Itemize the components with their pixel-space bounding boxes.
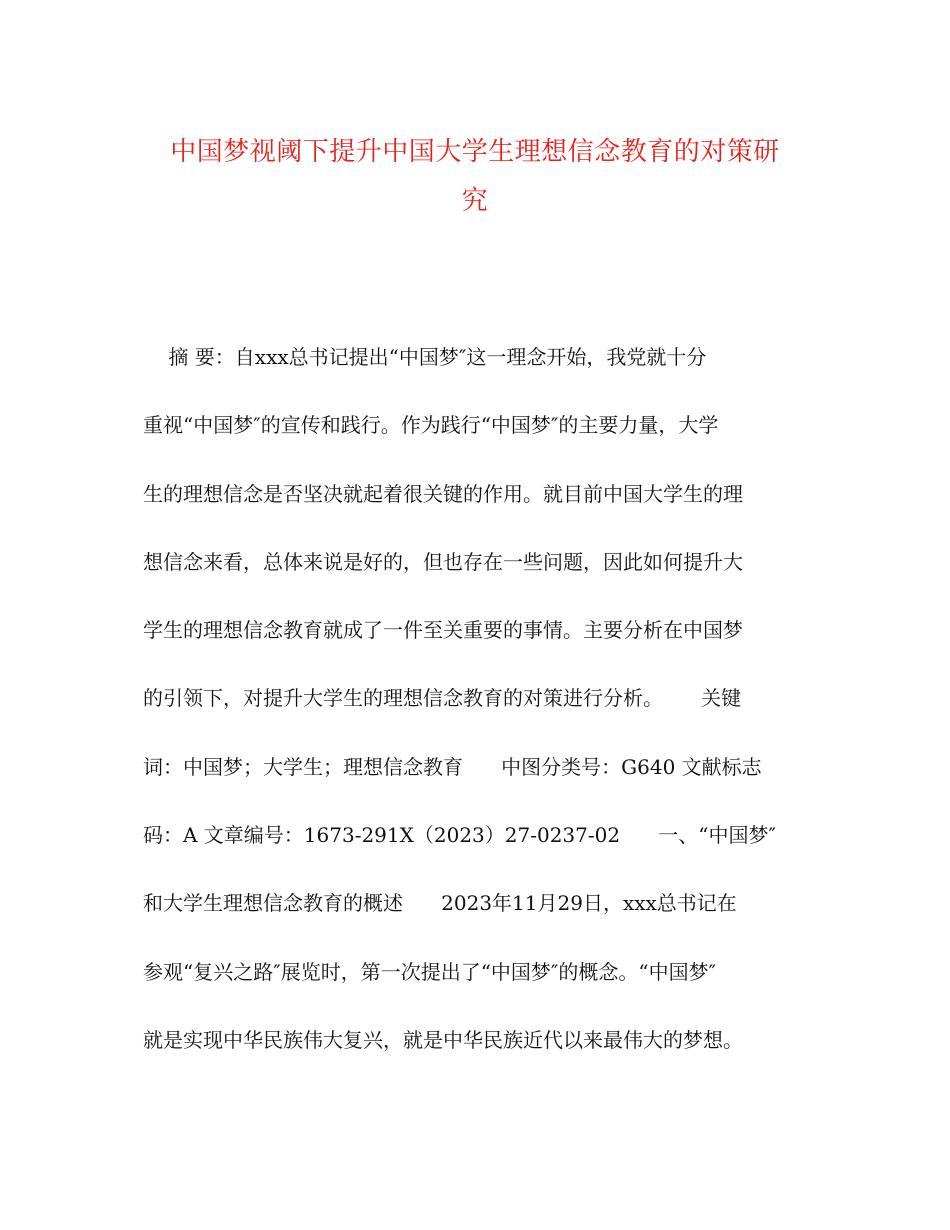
body-line: 词：中国梦；大学生；理想信念教育 中图分类号：G640 文献标志	[143, 754, 762, 779]
body-line: 生的理想信念是否坚决就起着很关键的作用。就目前中国大学生的理	[143, 481, 743, 506]
body-line: 学生的理想信念教育就成了一件至关重要的事情。主要分析在中国梦	[143, 618, 743, 643]
body-line: 参观“复兴之路″展览时，第一次提出了“中国梦″的概念。“中国梦″	[143, 959, 717, 984]
body-line: 摘 要：自xxx总书记提出“中国梦″这一理念开始，我党就十分	[143, 345, 707, 369]
body-line: 码：A 文章编号：1673-291X（2023）27-0237-02 一、“中国梦″	[143, 823, 776, 848]
body-line: 就是实现中华民族伟大复兴，就是中华民族近代以来最伟大的梦想。	[143, 1027, 743, 1052]
title-line-2: 究	[461, 186, 489, 216]
body-line: 的引领下，对提升大学生的理想信念教育的对策进行分析。 关键	[143, 686, 742, 711]
body-line: 重视“中国梦″的宣传和践行。作为践行“中国梦″的主要力量，大学	[143, 413, 719, 438]
body-line: 想信念来看，总体来说是好的，但也存在一些问题，因此如何提升大	[143, 549, 743, 574]
document-body	[143, 335, 823, 1086]
document-title	[140, 128, 810, 226]
body-line: 和大学生理想信念教育的概述 2023年11月29日，xxx总书记在	[143, 891, 737, 916]
title-line-1: 中国梦视阈下提升中国大学生理想信念教育的对策研	[170, 137, 780, 167]
